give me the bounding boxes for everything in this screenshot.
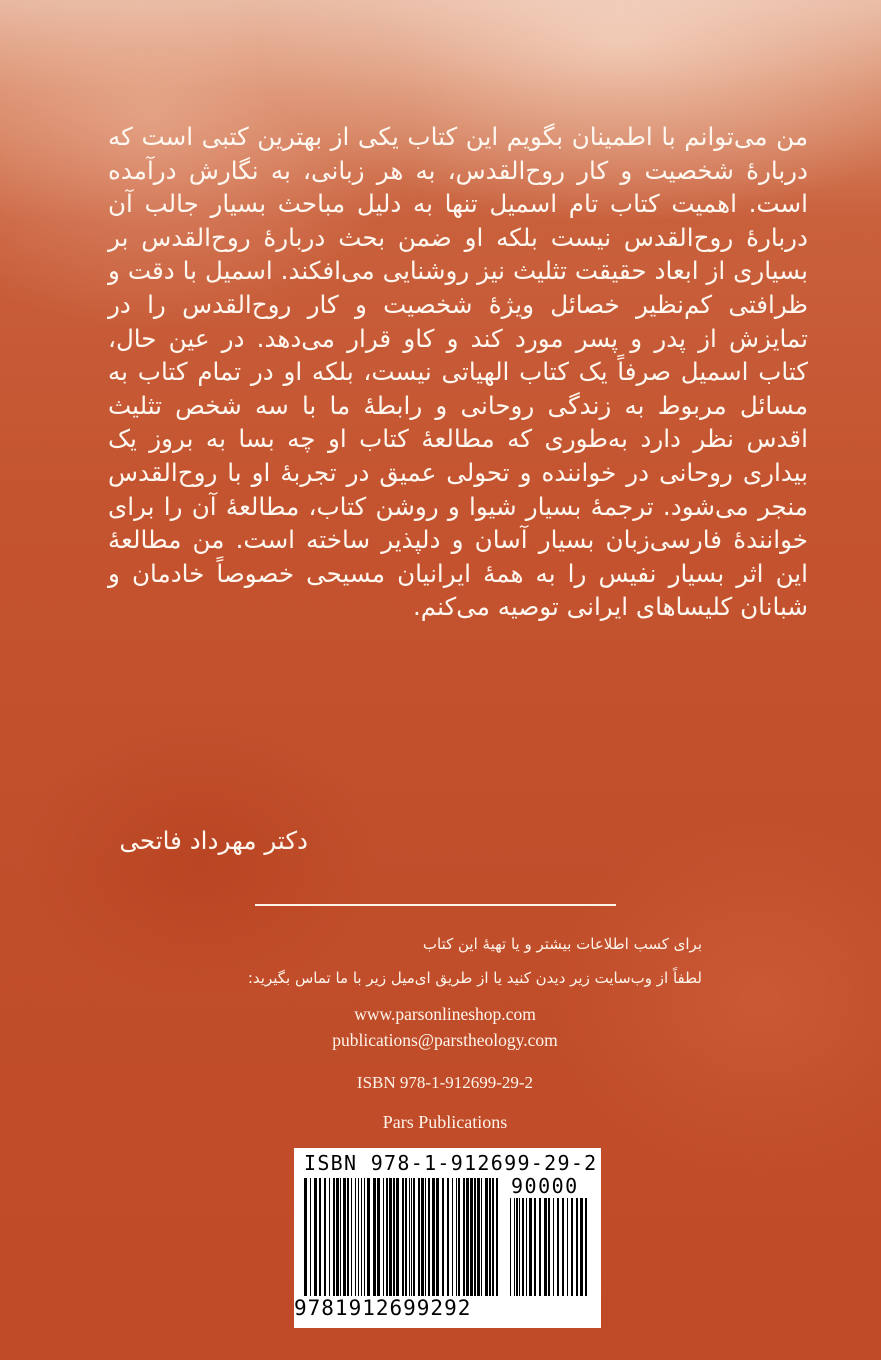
- barcode-bar: [377, 1178, 380, 1296]
- barcode-bar: [534, 1198, 536, 1296]
- barcode-bar: [452, 1178, 453, 1296]
- barcode-bar: [526, 1198, 527, 1296]
- email-link[interactable]: publications@parstheology.com: [332, 1030, 558, 1050]
- barcode-bar: [539, 1198, 541, 1296]
- barcode-bar: [319, 1178, 321, 1296]
- barcode-bar: [447, 1178, 449, 1296]
- barcode-bar: [529, 1198, 532, 1296]
- barcode-bar: [466, 1178, 469, 1296]
- barcode-bar: [409, 1178, 410, 1296]
- barcode-bar: [405, 1178, 407, 1296]
- barcode-bar: [347, 1178, 349, 1296]
- ean-barcode: [302, 1178, 502, 1296]
- barcode-bar: [386, 1178, 388, 1296]
- info-line-1: برای کسب اطلاعات بیشتر و یا تهیۀ این کتاب: [422, 935, 702, 953]
- barcode-bar: [510, 1198, 511, 1296]
- barcode-bar: [421, 1178, 424, 1296]
- barcode-bar: [580, 1198, 583, 1296]
- barcode-bar: [413, 1178, 415, 1296]
- barcode-bar: [329, 1178, 330, 1296]
- barcode-bar: [358, 1178, 359, 1296]
- barcode-bar: [333, 1178, 335, 1296]
- barcode-bar: [373, 1178, 376, 1296]
- barcode-bar: [314, 1178, 317, 1296]
- info-line-2: لطفاً از وب‌سایت زیر دیدن کنید یا از طریق ای‌میل زیر با ما تماس بگیرید:: [247, 969, 702, 987]
- barcode-bar: [343, 1178, 346, 1296]
- barcode-bar: [571, 1198, 573, 1296]
- barcode-bar: [418, 1178, 420, 1296]
- barcode-bar: [364, 1178, 365, 1296]
- barcode-bar: [492, 1178, 494, 1296]
- barcode-bar: [522, 1198, 524, 1296]
- barcode-price-code: 90000: [511, 1174, 579, 1198]
- barcode-bar: [428, 1178, 430, 1296]
- barcode-bar: [477, 1178, 480, 1296]
- barcode-bar: [324, 1178, 326, 1296]
- barcode-bar: [383, 1178, 384, 1296]
- barcode-bar: [519, 1198, 520, 1296]
- barcode-bar: [548, 1198, 550, 1296]
- barcode-bar: [481, 1178, 482, 1296]
- barcode-bar: [442, 1178, 444, 1296]
- endorsement-author: دکتر مهرداد فاتحی: [119, 826, 308, 855]
- barcode-bar: [585, 1198, 587, 1296]
- barcode-panel: [294, 1148, 601, 1328]
- barcode-bar: [436, 1178, 439, 1296]
- barcode-bar: [456, 1178, 457, 1296]
- barcode-bar: [304, 1178, 307, 1296]
- barcode-bar: [496, 1178, 498, 1296]
- barcode-bar: [411, 1178, 412, 1296]
- website-link[interactable]: www.parsonlineshop.com: [354, 1004, 536, 1024]
- barcode-bar: [367, 1178, 370, 1296]
- addon-barcode: [508, 1198, 592, 1296]
- publisher-name: Pars Publications: [382, 1112, 508, 1132]
- barcode-bar: [463, 1178, 465, 1296]
- barcode-bar: [516, 1198, 518, 1296]
- barcode-bar: [544, 1198, 547, 1296]
- barcode-bar: [576, 1198, 578, 1296]
- barcode-bar: [489, 1178, 491, 1296]
- barcode-bar: [562, 1198, 564, 1296]
- barcode-bar: [553, 1198, 554, 1296]
- divider: [255, 904, 616, 906]
- barcode-bar: [458, 1178, 460, 1296]
- barcode-bar: [432, 1178, 435, 1296]
- barcode-bar: [355, 1178, 356, 1296]
- barcode-bar: [402, 1178, 404, 1296]
- barcode-bar: [425, 1178, 426, 1296]
- isbn-text: ISBN 978-1-912699-29-2: [356, 1073, 534, 1092]
- endorsement-text: [108, 120, 808, 624]
- barcode-bar: [351, 1178, 352, 1296]
- barcode-bar: [514, 1198, 515, 1296]
- barcode-bar: [470, 1178, 473, 1296]
- barcode-bar: [389, 1178, 392, 1296]
- barcode-bar: [310, 1178, 311, 1296]
- barcode-bar: [340, 1178, 341, 1296]
- barcode-bar: [557, 1198, 559, 1296]
- endorsement-paragraph: من می‌توانم با اطمینان بگویم این کتاب یکی از بهترین کتبی است که دربارۀ شخصیت و کار روح‌القدس، به هر زبانی، به نگارش درآمده است. اهمیت کتاب تام اسمیل تنها به دلیل مباحث بسیار جالب آن دربارۀ روح‌القدس نیست بلکه او ضمن بحث دربارۀ روح‌القدس بر بسیاری از ابعاد حقیقت تثلیث نیز روشنایی می‌افکند. اسمیل با دقت و ظرافتی کم‌نظیر خصائل ویژۀ شخصیت و کار روح‌القدس را در تمایزش از پدر و پسر مورد کند و کاو قرار می‌دهد. در عین حال، کتاب اسمیل صرفاً یک کتاب الهیاتی نیست، بلکه او در تمام کتاب به مسائل مربوط به زندگی روحانی و رابطۀ ما با سه شخص تثلیث اقدس نظر دارد به‌طوری که مطالعۀ کتاب او چه بسا به بروز یک بیداری روحانی در خواننده و تحولی عمیق در تجربۀ او با روح‌القدس منجر می‌شود. ترجمۀ بسیار شیوا و روشن کتاب، مطالعۀ آن را برای خوانندۀ فارسی‌زبان بسیار آسان و دلپذیر ساخته است. من مطالعۀ این اثر بسیار نفیس را به همۀ ایرانیان مسیحی خصوصاً خادمان و شبانان کلیساهای ایرانی توصیه می‌کنم.: [108, 122, 808, 622]
- barcode-bar: [396, 1178, 399, 1296]
- barcode-bar: [336, 1178, 339, 1296]
- barcode-bar: [485, 1178, 488, 1296]
- barcode-digits: 9781912699292: [294, 1296, 472, 1320]
- barcode-bar: [567, 1198, 568, 1296]
- barcode-bar: [474, 1178, 476, 1296]
- barcode-bar: [393, 1178, 395, 1296]
- barcode-bar: [361, 1178, 362, 1296]
- barcode-isbn-label: ISBN 978-1-912699-29-2: [304, 1151, 598, 1175]
